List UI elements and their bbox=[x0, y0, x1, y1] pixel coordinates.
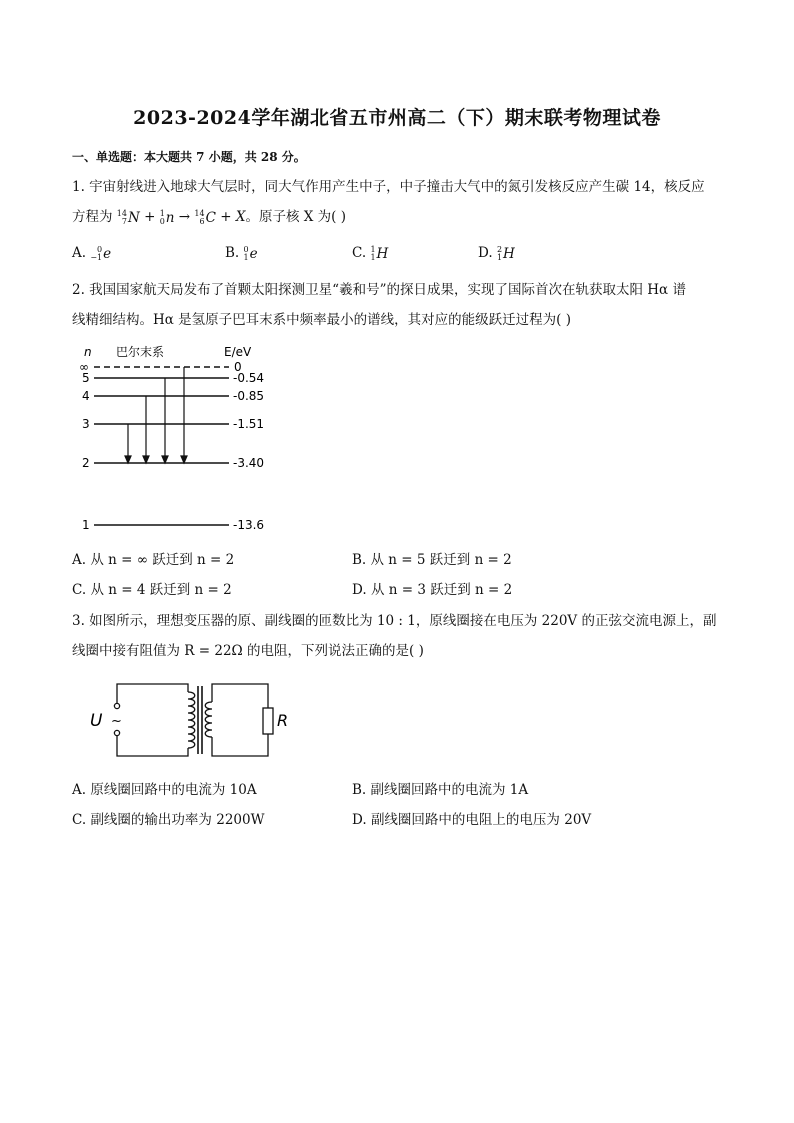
level-n-3: 3 bbox=[82, 417, 90, 431]
question-2 bbox=[72, 275, 722, 335]
ac-symbol: ~ bbox=[111, 714, 122, 729]
arrow-head-5-to-2 bbox=[162, 456, 168, 463]
q2-option-d[interactable]: D. 从 n = 3 跃迁到 n = 2 bbox=[352, 582, 513, 598]
primary-coil bbox=[188, 692, 195, 748]
q3-option-a[interactable]: A. 原线圈回路中的电流为 10A bbox=[72, 782, 257, 798]
resistor bbox=[263, 708, 273, 734]
q2-option-c[interactable]: C. 从 n = 4 跃迁到 n = 2 bbox=[72, 582, 232, 598]
q1-option-d[interactable]: D. 2 1 H bbox=[478, 245, 515, 262]
q2-option-b[interactable]: B. 从 n = 5 跃迁到 n = 2 bbox=[352, 552, 512, 568]
level-n-2: 2 bbox=[82, 456, 90, 470]
secondary-coil bbox=[205, 702, 212, 737]
q1-option-c[interactable]: C. 1 1 H bbox=[352, 245, 389, 262]
arrow-head-4-to-2 bbox=[143, 456, 149, 463]
exam-title: 2023-2024学年湖北省五市州高二（下）期末联考物理试卷 bbox=[133, 107, 661, 129]
q1-option-b[interactable]: B. 0 1 e bbox=[225, 245, 258, 262]
nuclide-nitrogen: 14 7 N bbox=[116, 209, 140, 226]
q2-option-a[interactable]: A. 从 n = ∞ 跃迁到 n = 2 bbox=[72, 552, 235, 568]
q1-option-a[interactable]: A. 0 −1 e bbox=[72, 245, 112, 262]
nuclide-neutron: 1 0 n bbox=[159, 209, 175, 226]
question-3 bbox=[72, 606, 722, 666]
q3-option-d[interactable]: D. 副线圈回路中的电阻上的电压为 20V bbox=[352, 812, 592, 828]
section-heading: 一、单选题：本大题共 7 小题，共 28 分。 bbox=[72, 150, 306, 164]
level-e-5: -0.54 bbox=[233, 371, 265, 385]
level-e-inf: 0 bbox=[234, 360, 242, 374]
question-1 bbox=[72, 172, 722, 233]
primary-wire-bottom bbox=[117, 736, 188, 756]
question-3-line-1: 3. 如图所示，理想变压器的原、副线圈的匝数比为 10 : 1，原线圈接在电压为 220V 的正弦交流电源上，副 bbox=[72, 613, 717, 629]
question-2-line-2: 线精细结构。Hα 是氢原子巴耳末系中频率最小的谱线，其对应的能级跃迁过程为( ) bbox=[72, 312, 572, 328]
level-e-3: -1.51 bbox=[233, 417, 265, 431]
level-n-5: 5 bbox=[82, 371, 90, 385]
transformer-circuit-diagram bbox=[86, 678, 296, 766]
energy-level-diagram bbox=[76, 340, 276, 540]
primary-wire-top bbox=[117, 684, 188, 703]
secondary-wire-bottom bbox=[212, 734, 268, 756]
question-2-line-1: 2. 我国国家航天局发布了首颗太阳探测卫星“羲和号”的探日成果，实现了国际首次在轨获取太阳 Hα 谱 bbox=[72, 282, 686, 298]
series-label: 巴尔末系 bbox=[116, 345, 165, 359]
question-1-line-2: 方程为 14 7 N + 1 0 n → 14 6 C + X。原子核 X 为( ) bbox=[72, 202, 722, 233]
question-1-line-1: 1. 宇宙射线进入地球大气层时，同大气作用产生中子，中子撞击大气中的氮引发核反应产生碳 14，核反应 bbox=[72, 179, 705, 195]
level-n-inf: ∞ bbox=[79, 360, 89, 374]
q3-option-c[interactable]: C. 副线圈的输出功率为 2200W bbox=[72, 812, 265, 828]
source-terminal-top bbox=[114, 703, 119, 708]
level-e-2: -3.40 bbox=[233, 456, 265, 470]
level-e-1: -13.6 bbox=[233, 518, 265, 532]
energy-axis-label: E/eV bbox=[224, 345, 252, 359]
question-3-line-2: 线圈中接有阻值为 R = 22Ω 的电阻，下列说法正确的是( ) bbox=[72, 643, 424, 659]
source-terminal-bottom bbox=[114, 730, 119, 735]
voltage-label: U bbox=[90, 711, 103, 731]
level-n-4: 4 bbox=[82, 389, 90, 403]
q3-option-b[interactable]: B. 副线圈回路中的电流为 1A bbox=[352, 782, 529, 798]
level-n-1: 1 bbox=[82, 518, 90, 532]
arrow-head-3-to-2 bbox=[125, 456, 131, 463]
resistor-label: R bbox=[277, 711, 289, 730]
arrow-head-inf-to-2 bbox=[181, 456, 187, 463]
secondary-wire-top bbox=[212, 684, 268, 708]
nuclide-carbon: 14 6 C bbox=[194, 209, 216, 226]
level-e-4: -0.85 bbox=[233, 389, 265, 403]
n-axis-label: n bbox=[84, 345, 92, 359]
